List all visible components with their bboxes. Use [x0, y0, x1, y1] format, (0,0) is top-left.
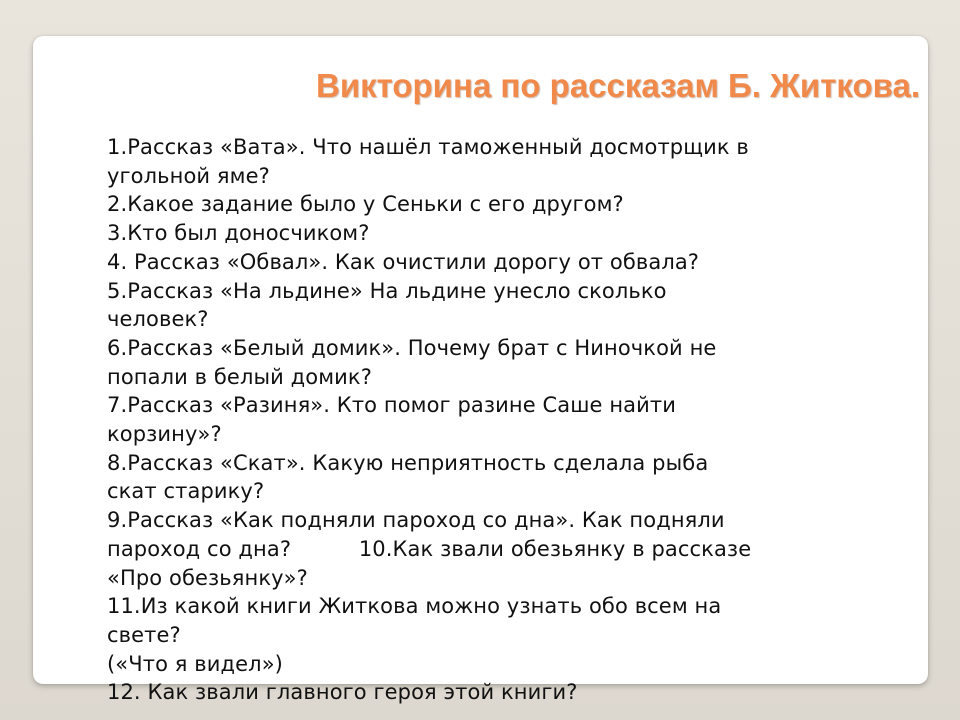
question-line: 2.Какое задание было у Сеньки с его другом?	[107, 192, 624, 217]
question-line: 5.Рассказ «На льдине» На льдине унесло сколько	[107, 278, 667, 303]
question-line: 9.Рассказ «Как подняли пароход со дна». Как подняли	[107, 508, 725, 533]
question-line: («Что я видел»)	[107, 651, 283, 676]
question-line: угольной яме?	[107, 163, 270, 188]
question-line: «Про обезьянку»?	[107, 565, 308, 590]
question-line: 6.Рассказ «Белый домик». Почему брат с Ниночкой не	[107, 335, 717, 360]
question-line: 1.Рассказ «Вата». Что нашёл таможенный досмотрщик в	[107, 135, 749, 159]
question-line: скат старику?	[107, 479, 265, 504]
question-line: 12. Как звали главного героя этой книги?	[107, 680, 578, 705]
question-line: корзину»?	[107, 422, 222, 447]
question-line: 8.Рассказ «Скат». Какую неприятность сделала рыба	[107, 450, 709, 475]
question-line: пароход со дна? 10.Как звали обезьянку в рассказе	[107, 536, 752, 561]
question-line: человек?	[107, 307, 209, 332]
question-line: 11.Из какой книги Житкова можно узнать обо всем на	[107, 594, 722, 619]
slide-title: Викторина по рассказам Б. Житкова.	[315, 67, 920, 104]
question-line: свете?	[107, 622, 181, 647]
question-line: 4. Рассказ «Обвал». Как очистили дорогу от обвала?	[107, 249, 700, 274]
question-line: 3.Кто был доносчиком?	[107, 221, 370, 246]
question-line: 7.Рассказ «Разиня». Кто помог разине Саше найти	[107, 393, 676, 418]
quiz-questions	[107, 133, 867, 707]
question-line: попали в белый домик?	[107, 364, 372, 389]
